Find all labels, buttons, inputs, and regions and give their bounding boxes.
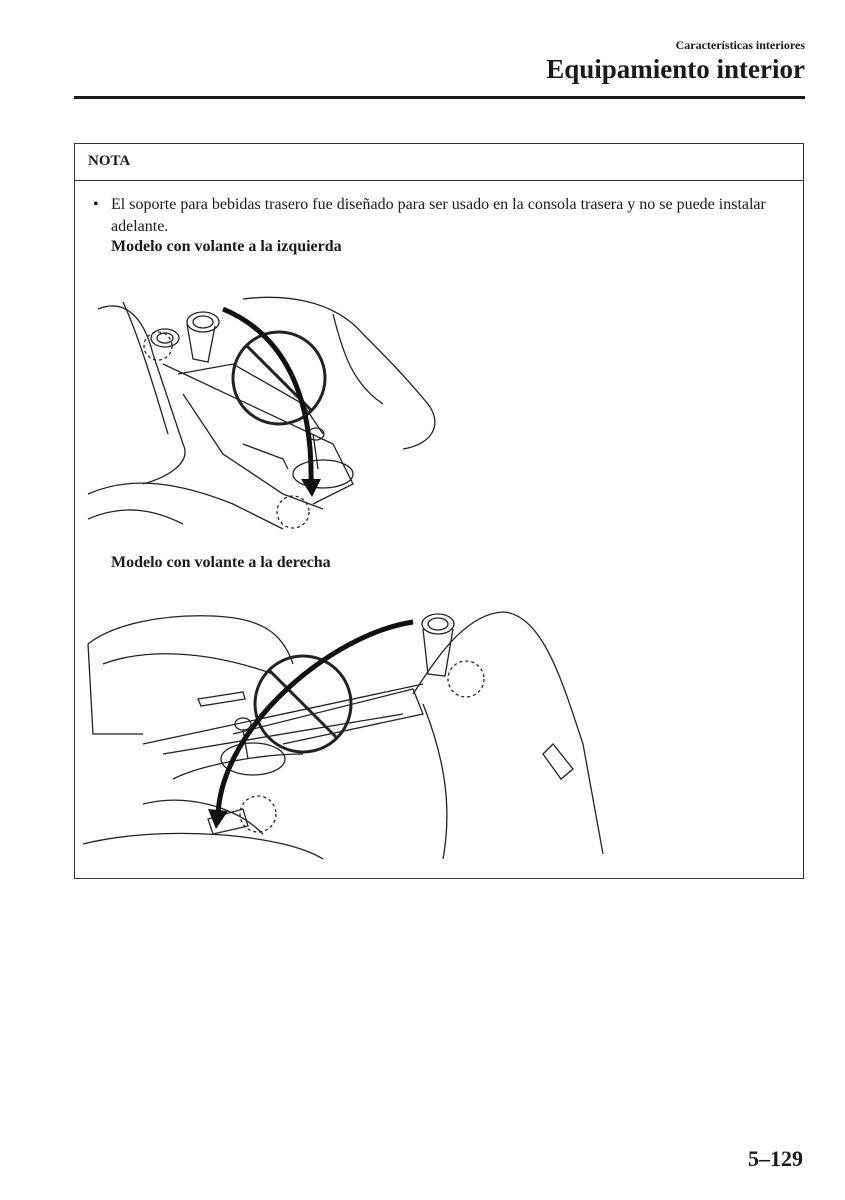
section-title: Características interiores: [675, 38, 805, 52]
note-bullet: [93, 194, 783, 238]
header-divider: [74, 96, 805, 99]
page-title: Equipamiento interior: [546, 54, 805, 84]
left-hand-drive-illustration: [83, 294, 453, 544]
page-number: 5–129: [748, 1146, 803, 1171]
note-box: [74, 143, 804, 879]
left-hand-drive-label: Modelo con volante a la izquierda: [111, 238, 342, 255]
note-title: NOTA: [75, 144, 803, 181]
bullet-icon: •: [93, 196, 99, 213]
right-hand-drive-label: Modelo con volante a la derecha: [111, 554, 331, 571]
right-hand-drive-illustration: [83, 604, 613, 866]
note-bullet-text: El soporte para bebidas trasero fue diseñado para ser usado en la consola trasera y no se puede instalar adelante.: [111, 196, 766, 235]
